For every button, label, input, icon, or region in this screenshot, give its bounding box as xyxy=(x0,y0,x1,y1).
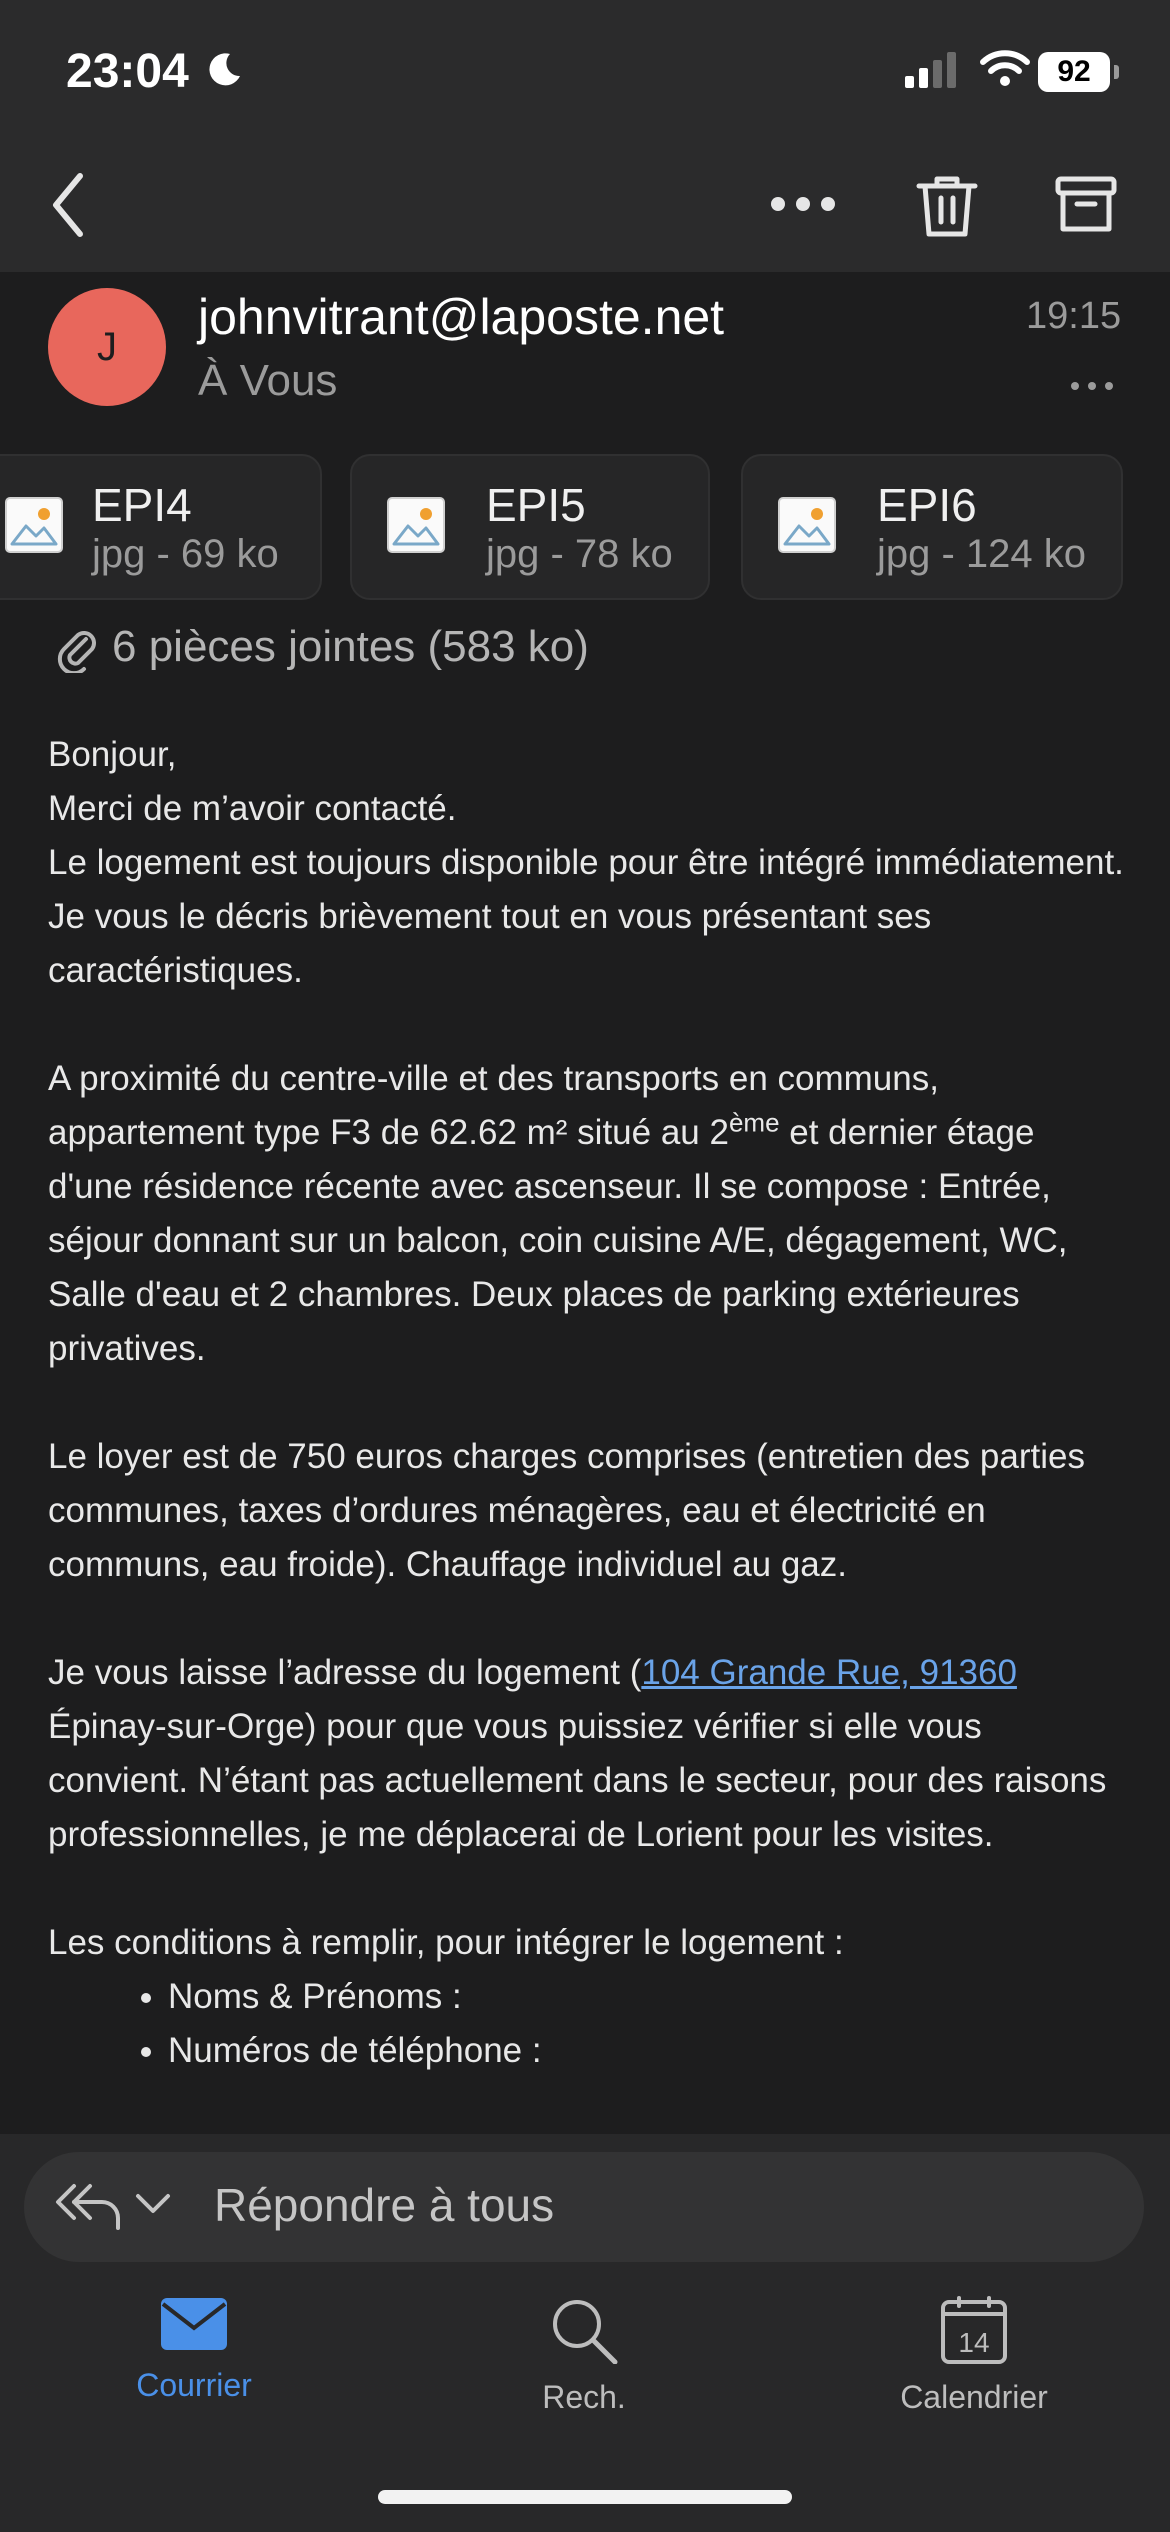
calendar-day: 14 xyxy=(958,2327,990,2358)
attachment-name: EPI6 xyxy=(877,479,977,531)
conditions-list xyxy=(48,1970,1128,2078)
body-text: Le loyer est de 750 euros charges comprises (entretien des parties communes, taxes d’ordures ménagères, eau et électricité en communs, eau froide). Chauffage individuel au gaz. xyxy=(48,1437,1085,1584)
sender-email[interactable]: johnvitrant@laposte.net xyxy=(198,289,725,345)
message-time: 19:15 xyxy=(1026,295,1122,337)
body-paragraph: Je vous laisse l’adresse du logement (104 Grande Rue, 91360 Épinay-sur-Orge) pour que vous puissiez vérifier si elle vous convient. N’étant pas actuellement dans le secteur, pour des raisons professionnelles, je me déplacerai de Lorient pour les visites. xyxy=(48,1653,1107,1854)
body-text: Les conditions à remplir, pour intégrer le logement : xyxy=(48,1923,844,1962)
attachment-card[interactable] xyxy=(741,454,1123,600)
paperclip-icon xyxy=(56,625,100,673)
home-indicator[interactable] xyxy=(378,2490,792,2504)
attachment-info: jpg - 78 ko xyxy=(486,532,673,576)
attachments-summary-text: 6 pièces jointes (583 ko) xyxy=(112,622,589,671)
attachment-info: jpg - 69 ko xyxy=(92,532,279,576)
trash-icon[interactable] xyxy=(915,174,979,240)
mail-icon xyxy=(159,2296,229,2352)
list-item: • Numéros de téléphone : xyxy=(168,2024,1128,2078)
body-text: Bonjour, xyxy=(48,735,177,774)
archive-icon[interactable] xyxy=(1055,174,1117,236)
attachments-summary[interactable] xyxy=(56,622,589,673)
more-options-icon[interactable] xyxy=(770,192,836,216)
image-file-icon xyxy=(777,496,837,554)
chevron-down-icon[interactable] xyxy=(134,2192,172,2216)
attachment-card[interactable] xyxy=(0,454,322,600)
attachment-name: EPI5 xyxy=(486,479,586,531)
back-chevron-icon[interactable] xyxy=(48,170,88,240)
image-file-icon xyxy=(4,496,64,554)
address-link[interactable]: 104 Grande Rue, 91360 xyxy=(641,1653,1017,1692)
body-text: Merci de m’avoir contacté. xyxy=(48,789,457,828)
calendar-icon xyxy=(941,2296,1007,2364)
tab-label: Rech. xyxy=(542,2379,626,2415)
reply-all-icon xyxy=(54,2180,124,2232)
tab-mail[interactable] xyxy=(44,2296,344,2404)
tab-search[interactable] xyxy=(434,2296,734,2416)
status-time: 23:04 xyxy=(66,45,189,98)
attachment-name: EPI4 xyxy=(92,479,192,531)
attachment-card[interactable] xyxy=(350,454,710,600)
tab-label: Calendrier xyxy=(900,2379,1048,2415)
moon-icon xyxy=(206,50,244,88)
top-bar xyxy=(0,0,1170,272)
battery-level: 92 xyxy=(1038,52,1110,92)
recipient-label[interactable]: À Vous xyxy=(198,356,338,405)
body-text: Le logement est toujours disponible pour être intégré immédiatement. Je vous le décris brièvement tout en vous présentant ses caractéristiques. xyxy=(48,843,1124,990)
signal-icon xyxy=(905,52,961,88)
list-item: • Noms & Prénoms : xyxy=(168,1970,1128,2024)
tab-calendar[interactable] xyxy=(824,2296,1124,2416)
reply-all-button[interactable] xyxy=(24,2152,1144,2262)
image-file-icon xyxy=(386,496,446,554)
avatar[interactable]: J xyxy=(48,288,166,406)
attachment-info: jpg - 124 ko xyxy=(877,532,1087,576)
body-paragraph: A proximité du centre-ville et des transports en communs, appartement type F3 de 62.62 m² situé au 2ème et dernier étage d'une résidence récente avec ascenseur. Il se compose : Entrée, séjour donnant sur un balcon, coin cuisine A/E, dégagement, WC, Salle d'eau et 2 chambres. Deux places de parking extérieures privatives. xyxy=(48,1059,1068,1368)
message-body xyxy=(48,728,1128,2078)
tab-label: Courrier xyxy=(136,2367,252,2403)
search-icon xyxy=(549,2296,619,2364)
message-more-icon[interactable] xyxy=(1070,380,1114,392)
wifi-icon xyxy=(980,48,1030,88)
reply-all-label: Répondre à tous xyxy=(214,2179,555,2231)
